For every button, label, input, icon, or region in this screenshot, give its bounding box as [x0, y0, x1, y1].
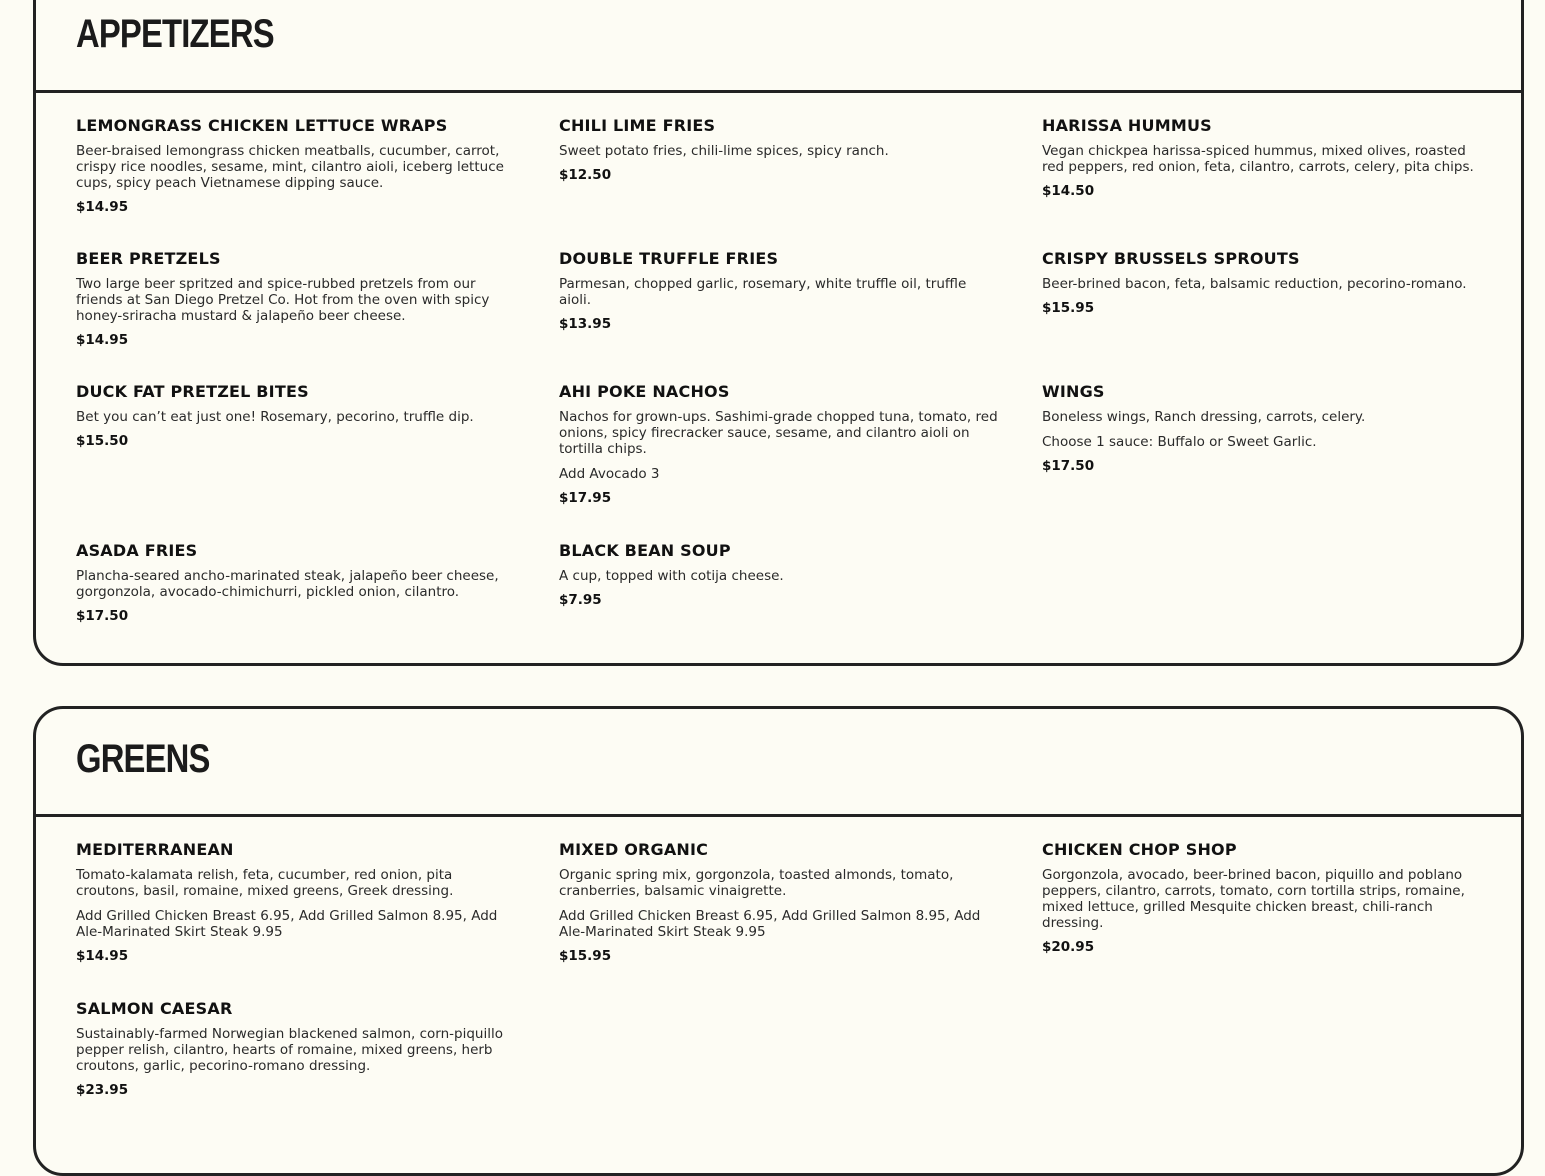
item-description: Sweet potato fries, chili-lime spices, spicy ranch. [559, 143, 889, 159]
appetizers-grid [36, 93, 1521, 666]
item-name: CRISPY BRUSSELS SPROUTS [1042, 249, 1300, 268]
menu-item-harissa-hummus [1042, 113, 1485, 246]
item-name: MEDITERRANEAN [76, 840, 234, 859]
item-price: $12.50 [559, 167, 612, 183]
item-price: $15.95 [1042, 300, 1095, 316]
item-description: Sustainably-farmed Norwegian blackened salmon, corn-piquillo pepper relish, cilantro, hearts of romaine, mixed greens, herb croutons, garlic, pecorino-romano dressing. [76, 1026, 503, 1074]
item-price: $14.95 [76, 332, 129, 348]
item-description: Organic spring mix, gorgonzola, toasted almonds, tomato, cranberries, balsamic vinaigrette. [559, 867, 954, 899]
menu-item-double-truffle-fries [559, 246, 1002, 379]
item-description: Tomato-kalamata relish, feta, cucumber, red onion, pita croutons, basil, romaine, mixed greens, Greek dressing. [76, 867, 454, 899]
item-price: $14.50 [1042, 183, 1095, 199]
item-name: CHICKEN CHOP SHOP [1042, 840, 1237, 859]
item-description: A cup, topped with cotija cheese. [559, 568, 784, 584]
item-description: Parmesan, chopped garlic, rosemary, white truffle oil, truffle aioli. [559, 276, 967, 308]
item-price: $15.95 [559, 948, 612, 964]
item-price: $15.50 [76, 433, 129, 449]
menu-item-mixed-organic [559, 837, 1002, 996]
appetizers-title: APPETIZERS [76, 12, 274, 56]
menu-item-salmon-caesar [76, 996, 519, 1136]
item-name: LEMONGRASS CHICKEN LETTUCE WRAPS [76, 116, 448, 135]
menu-item-lemongrass-chicken-lettuce-wraps [76, 113, 519, 246]
item-sauce-choice: Choose 1 sauce: Buffalo or Sweet Garlic. [1042, 434, 1317, 450]
item-description: Beer-braised lemongrass chicken meatballs, cucumber, carrot, crispy rice noodles, sesame, mint, cilantro aioli, iceberg lettuce cups, spicy peach Vietnamese dipping sauce. [76, 143, 504, 191]
menu-item-asada-fries [76, 538, 519, 666]
item-description: Plancha-seared ancho-marinated steak, jalapeño beer cheese, gorgonzola, avocado-chimichurri, pickled onion, cilantro. [76, 568, 499, 600]
item-description: Nachos for grown-ups. Sashimi-grade chopped tuna, tomato, red onions, spicy firecracker sauce, sesame, and cilantro aioli on tortilla chips. [559, 409, 998, 457]
item-name: WINGS [1042, 382, 1105, 401]
item-add-on: Add Grilled Chicken Breast 6.95, Add Grilled Salmon 8.95, Add Ale-Marinated Skirt Steak 9.95 [559, 908, 981, 940]
empty-slot [1042, 538, 1485, 666]
greens-header [36, 709, 1521, 817]
item-price: $20.95 [1042, 939, 1095, 955]
item-price: $23.95 [76, 1082, 129, 1098]
item-name: SALMON CAESAR [76, 999, 233, 1018]
item-price: $17.50 [76, 608, 129, 624]
item-name: DUCK FAT PRETZEL BITES [76, 382, 309, 401]
menu-item-chili-lime-fries [559, 113, 1002, 246]
menu-item-mediterranean [76, 837, 519, 996]
item-name: CHILI LIME FRIES [559, 116, 716, 135]
menu-item-ahi-poke-nachos [559, 379, 1002, 538]
item-description: Boneless wings, Ranch dressing, carrots, celery. [1042, 409, 1366, 425]
item-description: Two large beer spritzed and spice-rubbed pretzels from our friends at San Diego Pretzel Co. Hot from the oven with spicy honey-sriracha mustard & jalapeño beer cheese. [76, 276, 490, 324]
menu-item-duck-fat-pretzel-bites [76, 379, 519, 538]
menu-item-black-bean-soup [559, 538, 1002, 666]
greens-title: GREENS [76, 737, 210, 781]
item-price: $13.95 [559, 316, 612, 332]
menu-item-wings [1042, 379, 1485, 538]
item-price: $17.95 [559, 490, 612, 506]
item-price: $17.50 [1042, 458, 1095, 474]
item-name: MIXED ORGANIC [559, 840, 709, 859]
item-name: ASADA FRIES [76, 541, 198, 560]
greens-grid [36, 817, 1521, 1136]
item-price: $7.95 [559, 592, 602, 608]
menu-item-beer-pretzels [76, 246, 519, 379]
menu-item-chicken-chop-shop [1042, 837, 1485, 996]
appetizers-section [33, 0, 1524, 666]
item-name: BEER PRETZELS [76, 249, 221, 268]
item-name: BLACK BEAN SOUP [559, 541, 731, 560]
appetizers-header [36, 0, 1521, 93]
item-name: DOUBLE TRUFFLE FRIES [559, 249, 779, 268]
item-add-on: Add Grilled Chicken Breast 6.95, Add Grilled Salmon 8.95, Add Ale-Marinated Skirt Steak 9.95 [76, 908, 498, 940]
item-description: Beer-brined bacon, feta, balsamic reduction, pecorino-romano. [1042, 276, 1467, 292]
item-price: $14.95 [76, 199, 129, 215]
item-description: Vegan chickpea harissa-spiced hummus, mixed olives, roasted red peppers, red onion, feta, cilantro, carrots, celery, pita chips. [1042, 143, 1474, 175]
item-name: HARISSA HUMMUS [1042, 116, 1212, 135]
item-add-on: Add Avocado 3 [559, 466, 660, 482]
item-description: Bet you can’t eat just one! Rosemary, pecorino, truffle dip. [76, 409, 474, 425]
menu-item-crispy-brussels-sprouts [1042, 246, 1485, 379]
item-price: $14.95 [76, 948, 129, 964]
item-name: AHI POKE NACHOS [559, 382, 730, 401]
item-description: Gorgonzola, avocado, beer-brined bacon, piquillo and poblano peppers, cilantro, carrots, tomato, corn tortilla strips, romaine, mixed lettuce, grilled Mesquite chicken breast, chili-ranch dressing. [1042, 867, 1465, 931]
greens-section [33, 706, 1524, 1176]
